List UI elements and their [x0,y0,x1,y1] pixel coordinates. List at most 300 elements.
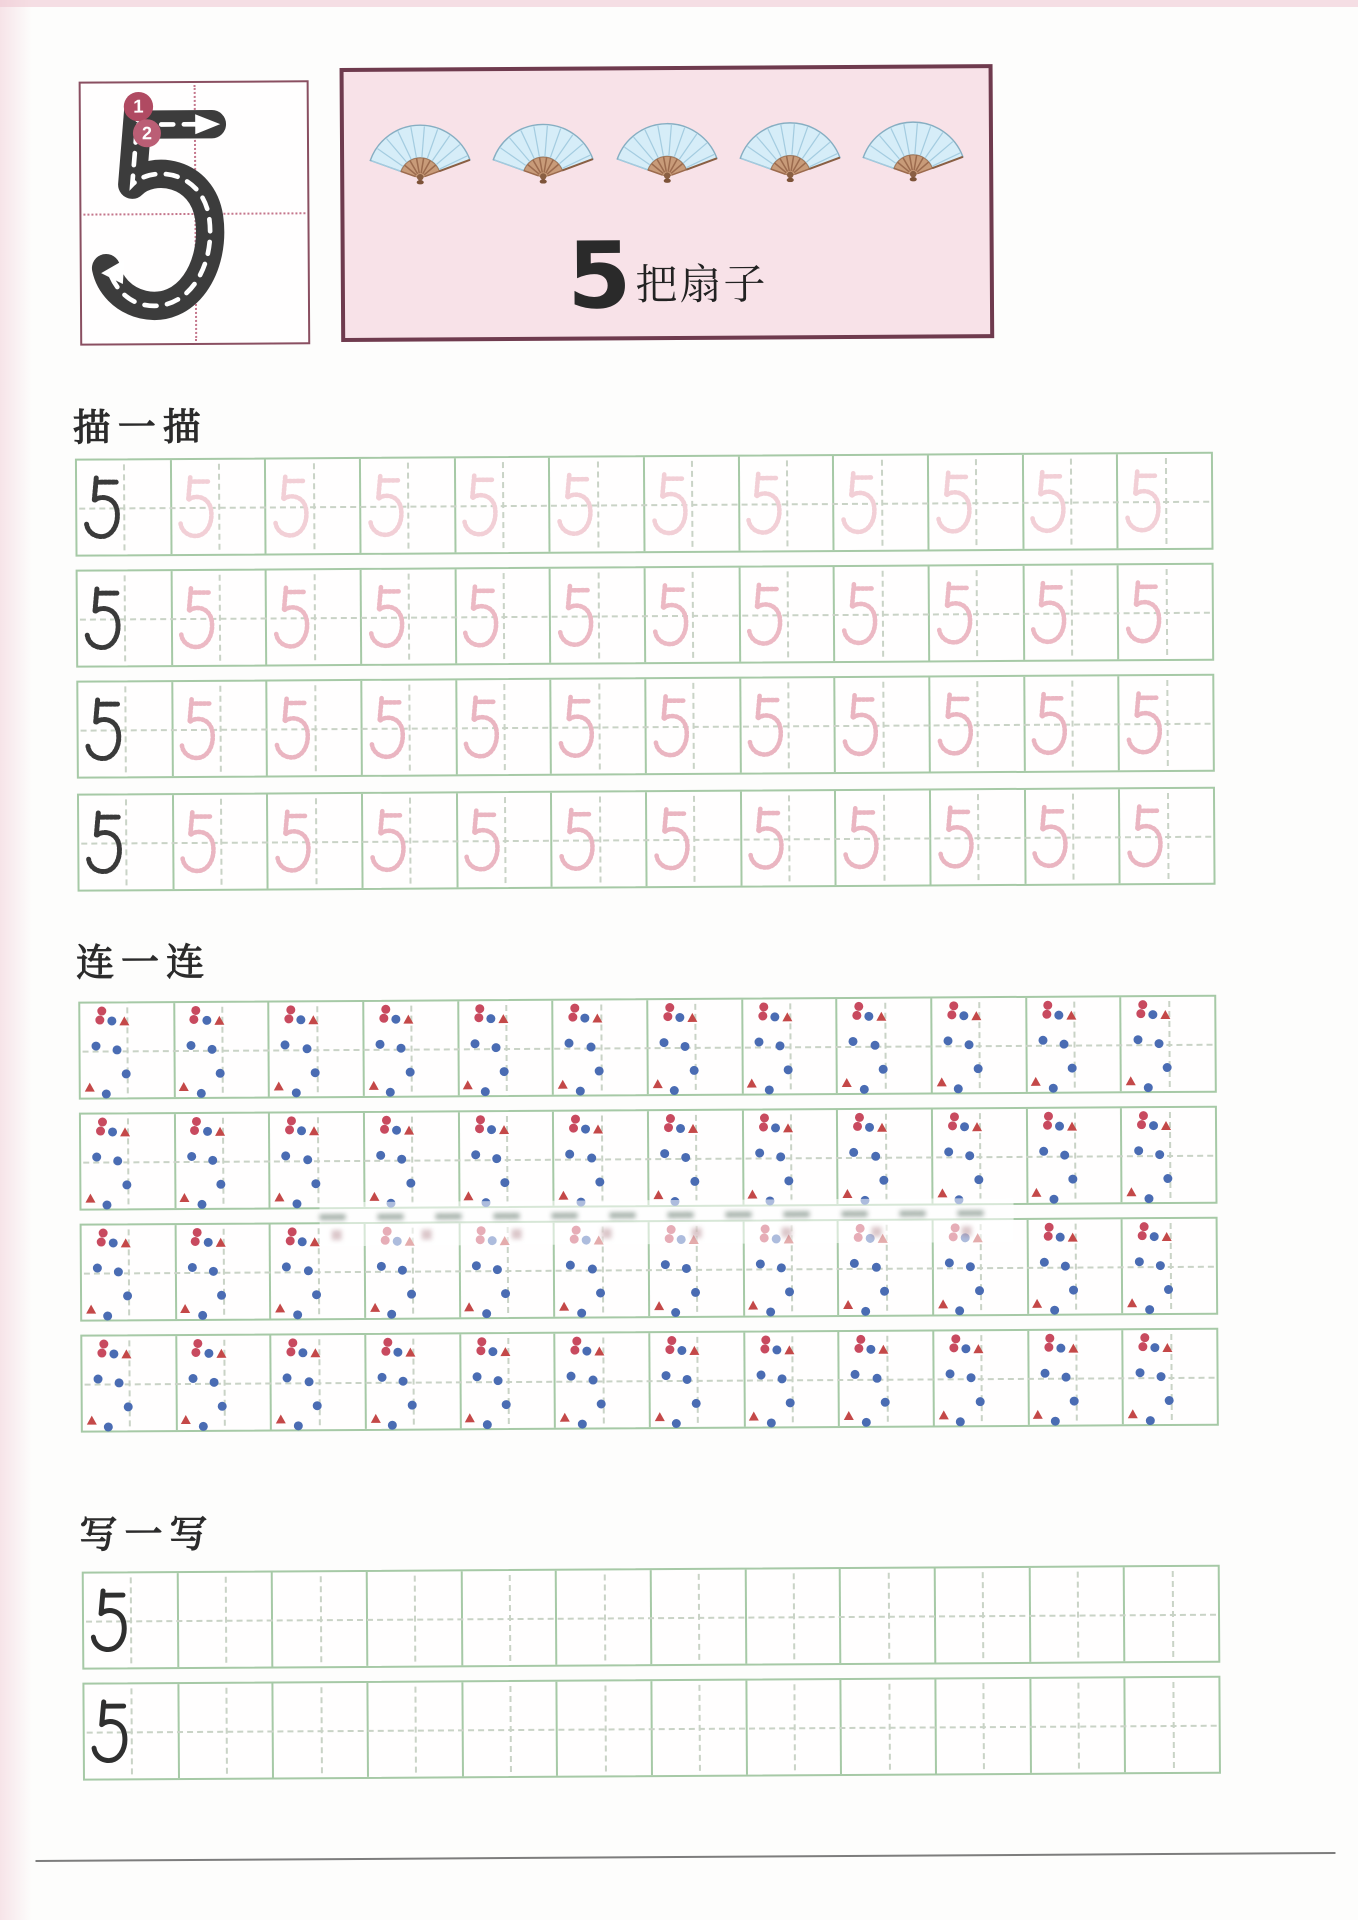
grid-cell [456,793,551,888]
red-dot [571,1114,580,1123]
grid-row [82,1676,1221,1781]
red-triangle [687,1013,697,1022]
red-triangle [215,1127,225,1136]
blue-dot [186,1041,195,1050]
section-label-trace: 描一描 [72,406,208,450]
grid-cell [84,1573,177,1668]
blue-dot [567,1371,576,1380]
red-triangle [747,1078,757,1087]
blue-dot [691,1399,700,1408]
red-dot [192,1348,201,1357]
grid-row [77,787,1216,892]
blue-dot [596,1288,605,1297]
digit-5-glyph [934,570,977,657]
blue-dot [956,1417,965,1426]
blue-dot [955,1306,964,1315]
red-triangle [1067,1233,1077,1242]
red-triangle [464,1302,474,1311]
grid-cell [460,1571,555,1666]
red-dot [665,1345,674,1354]
blue-dot [879,1065,888,1074]
blue-dot [188,1374,197,1383]
red-triangle [86,1416,96,1425]
blue-dot [755,1148,764,1157]
grid-cell [1116,454,1211,549]
blue-dot [850,1258,859,1267]
grid-cell [174,1114,269,1209]
red-dot [383,1338,392,1347]
red-dot [96,1238,105,1247]
red-triangle [498,1014,508,1023]
blue-dot [298,1237,307,1246]
folding-fan-icon [610,96,723,185]
red-dot [1044,1343,1053,1352]
red-dot [1044,1112,1053,1121]
blue-dot [103,1311,112,1320]
digit-5-glyph [178,686,221,773]
blue-dot [776,1042,785,1051]
digit-5-glyph [367,684,410,771]
digit-5-glyph [936,794,979,881]
blue-dot [500,1067,509,1076]
red-triangle [879,1345,889,1354]
blue-dot [861,1417,870,1426]
red-triangle [844,1411,854,1420]
grid-cell [932,1331,1027,1426]
blue-dot [470,1039,479,1048]
blue-dot [398,1155,407,1164]
red-triangle [558,1191,568,1200]
red-triangle [180,1304,190,1313]
blue-dot [575,1086,584,1095]
blue-dot [867,1345,876,1354]
blue-dot [682,1153,691,1162]
digit-5-glyph [272,574,315,661]
blue-dot [1068,1063,1077,1072]
digit-5-glyph [840,681,883,768]
blue-dot [387,1309,396,1318]
red-triangle [370,1414,380,1423]
red-triangle [274,1081,284,1090]
red-triangle [275,1303,285,1312]
red-triangle [652,1079,662,1088]
blue-dot [966,1151,975,1160]
grid-cell [171,682,266,777]
grid-cell [459,1334,554,1429]
folding-fan-icon [733,95,846,184]
blue-dot [502,1400,511,1409]
blue-dot [188,1263,197,1272]
red-dot [854,1002,863,1011]
blue-dot [771,1124,780,1133]
red-dot [284,1015,293,1024]
blue-dot [1163,1063,1172,1072]
folding-fan-icon [487,96,600,185]
blue-dot [386,1087,395,1096]
red-dot [951,1334,960,1343]
red-dot [853,1122,862,1131]
red-triangle [179,1082,189,1091]
blue-dot [1038,1035,1047,1044]
grid-cell [930,998,1025,1093]
red-dot [665,1003,674,1012]
grid-cell [454,458,549,553]
digit-5-glyph [1123,458,1166,545]
digit-5-glyph [176,464,219,551]
red-triangle [216,1349,226,1358]
blue-dot [492,1043,501,1052]
blue-dot [492,1154,501,1163]
blue-dot [1155,1150,1164,1159]
grid-cell [840,1679,935,1774]
red-dot [760,1002,769,1011]
red-dot [287,1116,296,1125]
blue-dot [378,1372,387,1381]
blue-dot [1039,1146,1048,1155]
grid-cell [744,1569,839,1664]
grid-cell [738,456,833,551]
red-triangle [877,1123,887,1132]
red-triangle [214,1016,224,1025]
red-dot [758,1012,767,1021]
grid-cell [172,795,267,890]
grid-cell [832,455,927,550]
digit-5-glyph [1030,680,1073,767]
blue-dot [778,1375,787,1384]
digit-5-glyph [82,575,125,662]
grid-cell [176,1573,271,1668]
blue-dot [376,1039,385,1048]
red-triangle [748,1189,758,1198]
blue-dot [93,1263,102,1272]
blue-dot [304,1267,313,1276]
red-triangle [180,1193,190,1202]
red-dot [475,1124,484,1133]
red-dot [287,1348,296,1357]
blue-dot [376,1150,385,1159]
grid-cell [928,566,1023,661]
blue-dot [210,1378,219,1387]
red-dot [379,1014,388,1023]
blue-dot [975,1286,984,1295]
grid-row [76,674,1215,779]
red-dot [98,1117,107,1126]
blue-dot [299,1348,308,1357]
red-triangle [783,1123,793,1132]
grid-cell [552,1111,647,1206]
grid-cell [648,1333,743,1428]
blue-dot [1165,1396,1174,1405]
blue-dot [1144,1194,1153,1203]
blue-dot [121,1069,130,1078]
red-triangle [1128,1409,1138,1418]
grid-cell [173,1003,268,1098]
red-triangle [1127,1298,1137,1307]
blue-dot [103,1200,112,1209]
blue-dot [304,1378,313,1387]
red-triangle [1163,1343,1173,1352]
red-dot [569,1124,578,1133]
grid-cell [457,1001,552,1096]
grid-cell [1124,1678,1219,1773]
red-dot [97,1349,106,1358]
digit-5-glyph [461,573,504,660]
red-dot [664,1123,673,1132]
red-dot [99,1339,108,1348]
blue-dot [597,1399,606,1408]
blue-dot [293,1310,302,1319]
stroke-marker-1 [124,92,154,122]
blue-dot [595,1066,604,1075]
red-triangle [404,1126,414,1135]
red-triangle [1161,1010,1171,1019]
blue-dot [675,1013,684,1022]
red-dot [381,1347,390,1356]
grid-cell [458,1112,553,1207]
red-triangle [1066,1011,1076,1020]
grid-cell [82,1336,175,1431]
blue-dot [393,1348,402,1357]
red-dot [478,1337,487,1346]
digit-5-glyph [1028,458,1071,545]
grid-cell [550,679,645,774]
section-label-write: 写一写 [79,1513,215,1557]
blue-dot [108,1128,117,1137]
red-triangle [276,1414,286,1423]
blue-dot [959,1011,968,1020]
red-dot [1139,1342,1148,1351]
blue-dot [786,1398,795,1407]
digit-5-glyph [1125,793,1168,880]
grid-cell [644,679,739,774]
grid-cell [362,1001,457,1096]
blue-dot [944,1147,953,1156]
blue-dot [1050,1305,1059,1314]
blue-dot [472,1261,481,1270]
red-triangle [559,1302,569,1311]
blue-dot [202,1016,211,1025]
red-triangle [120,1128,130,1137]
blue-dot [587,1154,596,1163]
blue-dot [671,1308,680,1317]
grid-cell [78,571,171,666]
blue-dot [283,1373,292,1382]
blue-dot [198,1310,207,1319]
digit-5-glyph [462,797,505,884]
red-dot [476,1115,485,1124]
red-dot [950,1112,959,1121]
digit-5-glyph [557,796,600,883]
blue-dot [661,1260,670,1269]
digit-5-glyph [650,461,693,548]
counting-card [340,64,995,342]
blue-dot [662,1371,671,1380]
grid-cell [454,569,549,664]
digit-5-glyph [271,463,314,550]
blue-dot [766,1307,775,1316]
red-triangle [560,1413,570,1422]
blue-dot [1061,1262,1070,1271]
blue-dot [1156,1261,1165,1270]
blue-dot [311,1068,320,1077]
grid-cell [647,1111,742,1206]
grid-cell [1022,565,1117,660]
red-dot [948,1122,957,1131]
red-dot [1045,1223,1054,1232]
grid-cell [455,680,550,775]
red-triangle [939,1410,949,1419]
grid-cell [934,1679,1029,1774]
blue-dot [974,1175,983,1184]
red-dot [288,1227,297,1236]
blue-dot [407,1400,416,1409]
grid-cell [78,682,171,777]
blue-dot [767,1418,776,1427]
blue-dot [861,1306,870,1315]
grid-cell [929,790,1024,885]
grid-cell [1121,1219,1216,1314]
blue-dot [483,1420,492,1429]
grid-cell [80,1003,173,1098]
red-triangle [877,1012,887,1021]
blue-dot [967,1373,976,1382]
section-label-connect: 连一连 [75,941,212,985]
blue-dot [1156,1372,1165,1381]
digit-5-glyph [82,464,125,551]
blue-dot [216,1069,225,1078]
blue-dot [217,1291,226,1300]
blue-dot [92,1041,101,1050]
red-triangle [121,1350,131,1359]
blue-dot [203,1127,212,1136]
red-triangle [654,1301,664,1310]
blue-dot [472,1372,481,1381]
grid-cell [934,1568,1029,1663]
grid-cell [266,794,361,889]
blue-dot [756,1259,765,1268]
grid-cell [1120,1108,1215,1203]
blue-dot [588,1376,597,1385]
grid-cell [360,680,455,775]
grid-cell [1026,1108,1121,1203]
red-dot [285,1126,294,1135]
digit-5-glyph [555,461,598,548]
grid-row [76,563,1215,668]
blue-dot [577,1308,586,1317]
blue-dot [303,1156,312,1165]
folding-fan-icon [857,94,970,183]
blue-dot [197,1088,206,1097]
grid-cell [177,1684,272,1779]
blue-dot [218,1402,227,1411]
blue-dot [1055,1122,1064,1131]
blue-dot [682,1264,691,1273]
blue-dot [581,1014,590,1023]
grid-row [82,1565,1221,1670]
red-dot [1044,1001,1053,1010]
grid-cell [359,458,454,553]
digit-5-glyph [177,575,220,662]
blue-dot [1060,1151,1069,1160]
red-dot [286,1005,295,1014]
red-triangle [688,1124,698,1133]
red-dot [568,1013,577,1022]
digit-5-glyph [178,799,221,886]
grid-cell [740,791,835,886]
blue-dot [859,1084,868,1093]
blue-dot [377,1261,386,1270]
red-triangle [782,1012,792,1021]
blue-dot [1149,1121,1158,1130]
red-triangle [84,1083,94,1092]
grid-cell [644,568,739,663]
digit-5-glyph [746,795,789,882]
grid-cell [645,792,740,887]
grid-cell [1027,1330,1122,1425]
grid-cell [264,459,359,554]
red-triangle [310,1237,320,1246]
blue-dot [765,1085,774,1094]
blue-dot [313,1401,322,1410]
red-dot [1137,1120,1146,1129]
blue-dot [1060,1040,1069,1049]
red-dot [855,1344,864,1353]
blue-dot [398,1266,407,1275]
blue-dot [973,1064,982,1073]
digit-5-glyph [366,462,409,549]
blue-dot [104,1422,113,1431]
grid-cell [1118,676,1213,771]
blue-dot [94,1374,103,1383]
blue-dot [849,1037,858,1046]
blue-dot [965,1040,974,1049]
red-dot [1043,1121,1052,1130]
digit-5-glyph [934,459,977,546]
blue-dot [676,1124,685,1133]
digit-5-glyph [88,1577,131,1664]
blue-dot [566,1260,575,1269]
grid-cell [268,1113,363,1208]
red-triangle [370,1303,380,1312]
blue-dot [113,1046,122,1055]
grid-cell [1022,454,1117,549]
blue-dot [772,1346,781,1355]
blue-dot [297,1126,306,1135]
red-dot [1139,1111,1148,1120]
grid-cell [266,681,361,776]
blue-dot [691,1288,700,1297]
blue-dot [1055,1233,1064,1242]
blue-dot [486,1014,495,1023]
grid-cell [552,1000,647,1095]
blue-dot [122,1180,131,1189]
red-triangle [972,1122,982,1131]
red-triangle [86,1305,96,1314]
grid-cell [360,569,455,664]
red-dot [382,1116,391,1125]
red-triangle [1068,1344,1078,1353]
blue-dot [471,1150,480,1159]
blue-dot [683,1375,692,1384]
blue-dot [208,1045,217,1054]
red-dot [1137,1009,1146,1018]
blue-dot [1040,1368,1049,1377]
count-caption-text: 把扇子 [635,262,768,310]
grid-cell [170,571,265,666]
red-triangle [369,1192,379,1201]
red-triangle [749,1411,759,1420]
red-dot [96,1127,105,1136]
